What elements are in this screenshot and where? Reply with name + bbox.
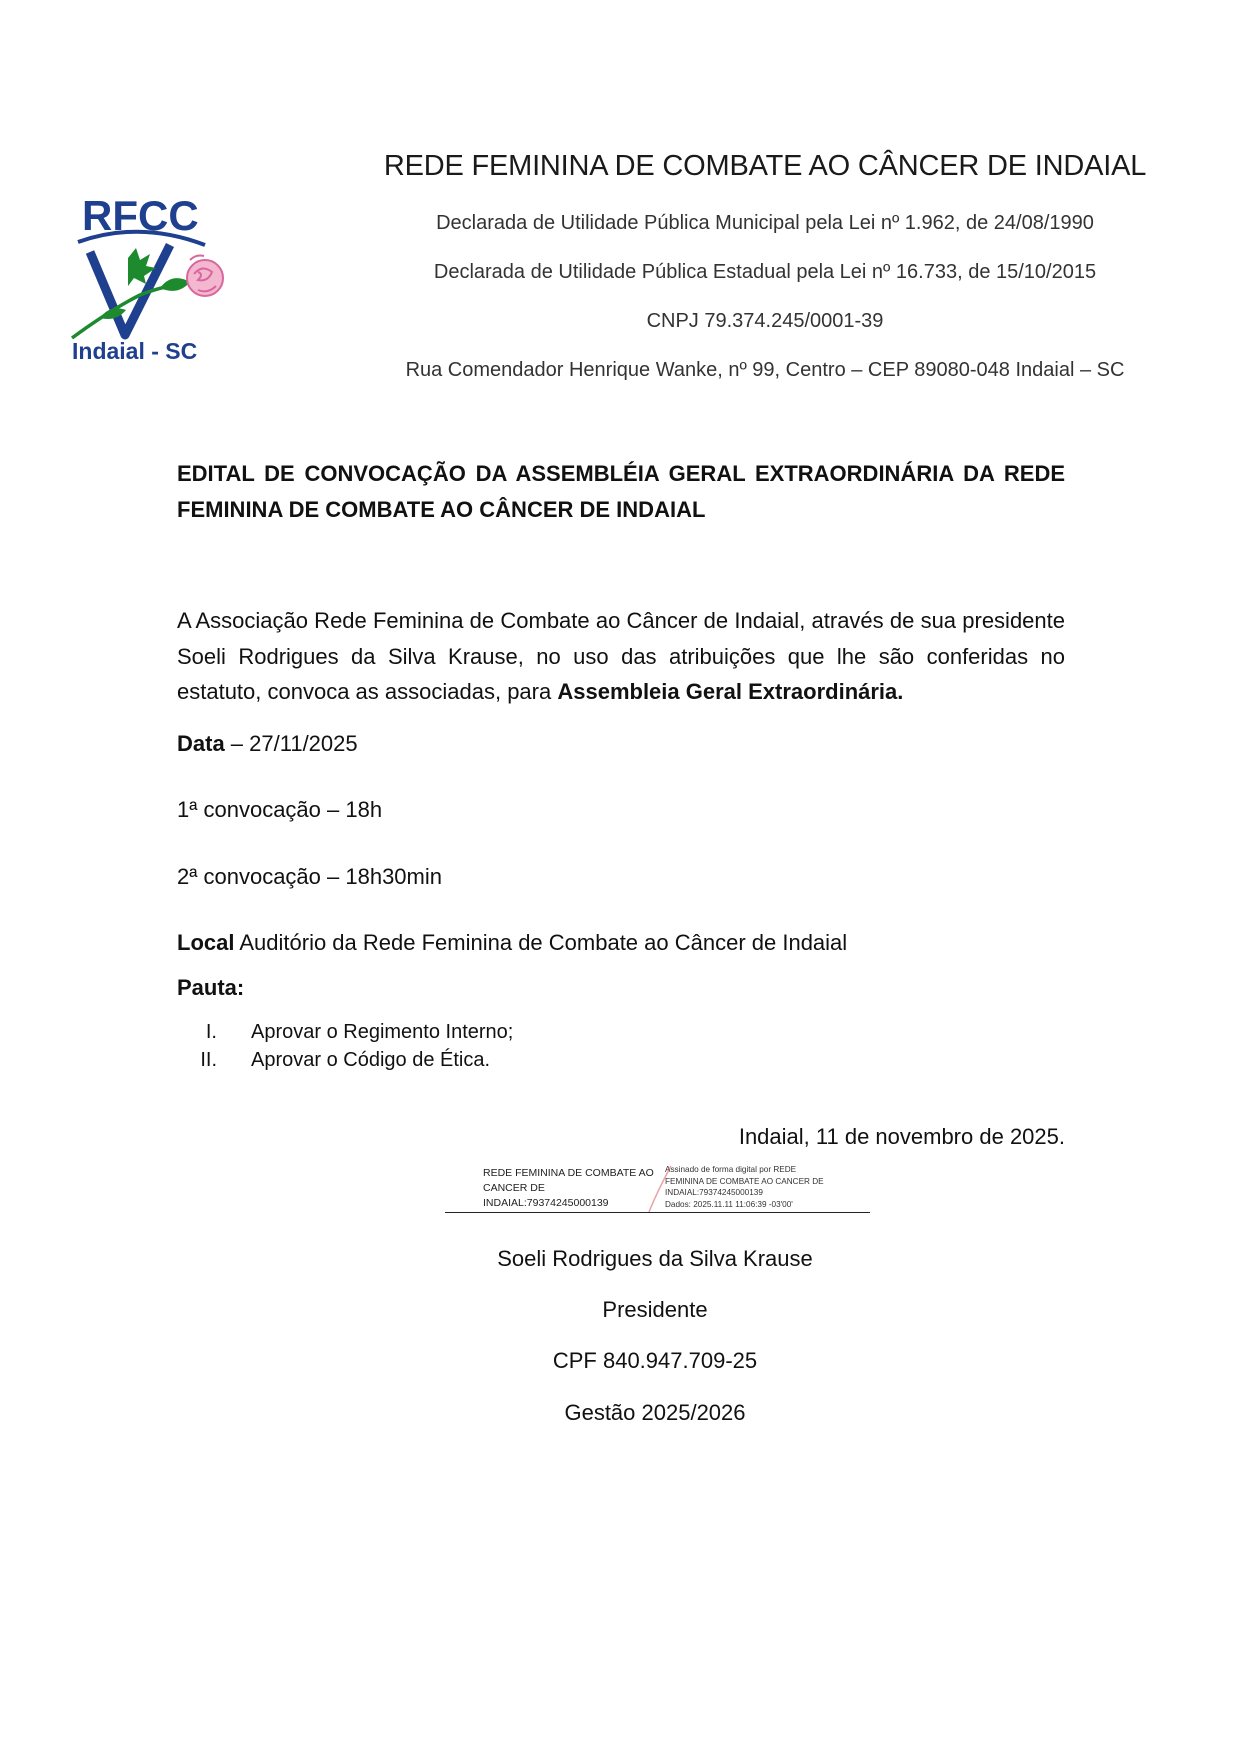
meeting-date <box>177 731 358 757</box>
agenda-text: Aprovar o Regimento Interno; <box>251 1021 514 1043</box>
stamp-right-line: Dados: 2025.11.11 11:06:39 -03'00' <box>665 1199 793 1209</box>
place-and-date: Indaial, 11 de novembro de 2025. <box>738 1124 1065 1149</box>
signer-cpf: CPF 840.947.709-25 <box>552 1348 758 1373</box>
location-label: Local <box>177 930 235 955</box>
first-call: 1ª convocação – 18h <box>177 797 383 822</box>
digital-signature-stamp <box>445 1160 870 1214</box>
agenda-heading: Pauta: <box>177 975 245 1000</box>
signature-details <box>665 1164 865 1210</box>
signer-name: Soeli Rodrigues da Silva Krause <box>497 1246 813 1271</box>
stamp-right-line: FEMININA DE COMBATE AO CANCER DE <box>665 1176 824 1186</box>
intro-bold-text: Assembleia Geral Extraordinária. <box>557 679 904 704</box>
stamp-left-line: REDE FEMININA DE COMBATE AO <box>483 1167 654 1179</box>
stamp-left-line: CANCER DE <box>483 1182 545 1194</box>
date-value: – 27/11/2025 <box>224 731 358 756</box>
agenda-text: Aprovar o Código de Ética. <box>251 1049 491 1071</box>
location-value: Auditório da Rede Feminina de Combate ao Câncer de Indaial <box>234 930 848 955</box>
cnpj-line: CNPJ 79.374.245/0001-39 <box>646 310 884 332</box>
organization-logo <box>70 190 240 380</box>
stamp-right-line: INDAIAL:79374245000139 <box>665 1188 763 1197</box>
address-line: Rua Comendador Henrique Wanke, nº 99, Centro – CEP 89080-048 Indaial – SC <box>405 359 1125 381</box>
municipal-declaration: Declarada de Utilidade Pública Municipal pela Lei nº 1.962, de 24/08/1990 <box>436 212 1094 234</box>
signer-role: Presidente <box>602 1297 708 1322</box>
stamp-left-line: INDAIAL:79374245000139 <box>483 1197 609 1209</box>
second-call: 2ª convocação – 18h30min <box>177 864 442 889</box>
logo-subtitle: Indaial - SC <box>72 338 198 364</box>
signer-identity <box>483 1166 668 1211</box>
meeting-location <box>177 930 847 956</box>
stamp-right-line: Assinado de forma digital por REDE <box>665 1165 797 1174</box>
state-declaration: Declarada de Utilidade Pública Estadual pela Lei nº 16.733, de 15/10/2015 <box>433 261 1097 283</box>
organization-title: REDE FEMININA DE COMBATE AO CÂNCER DE INDAIAL <box>383 150 1147 182</box>
agenda-number: I. <box>205 1021 217 1043</box>
intro-paragraph <box>177 603 1065 710</box>
svg-text:RFCC: RFCC <box>82 192 199 239</box>
signer-term: Gestão 2025/2026 <box>564 1400 746 1425</box>
date-label: Data <box>177 731 225 756</box>
signature-line <box>445 1212 870 1213</box>
agenda-number: II. <box>200 1049 217 1071</box>
edital-title: EDITAL DE CONVOCAÇÃO DA ASSEMBLÉIA GERAL EXTRAORDINÁRIA DA REDE FEMININA DE COMBATE AO CÂNCER DE INDAIAL <box>177 461 1065 522</box>
intro-text: A Associação Rede Feminina de Combate ao Câncer de Indaial, através de sua presidente Soeli Rodrigues da Silva Krause, no uso das atribuições que lhe são conferidas no estatuto, convoca as associadas, para <box>177 608 1065 704</box>
